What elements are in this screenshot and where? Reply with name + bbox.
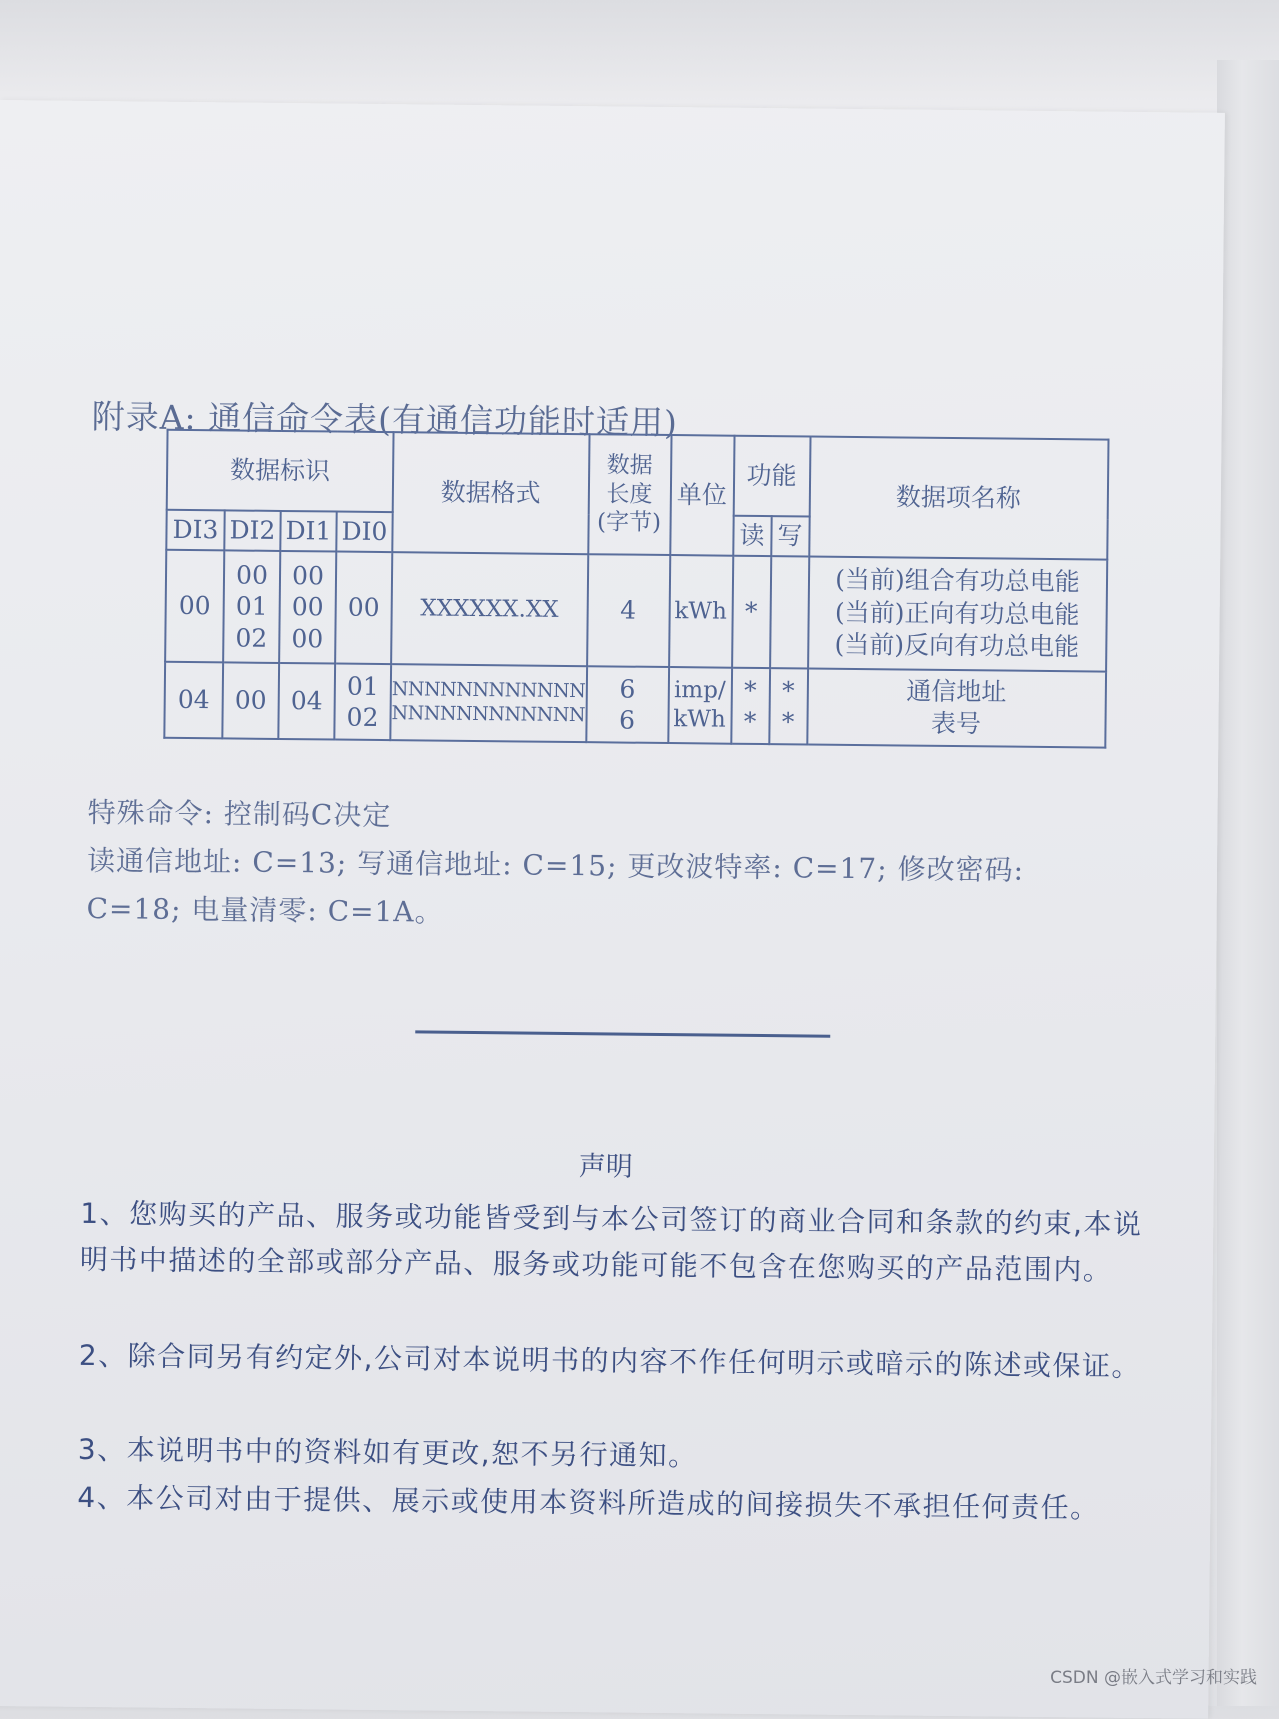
cell-line: NNNNNNNNNNNN [391, 678, 586, 703]
cell-line: 通信地址 [906, 676, 1007, 707]
cell-write [769, 668, 808, 744]
cell-line: 02 [346, 702, 379, 732]
header-read: 读 [733, 516, 771, 556]
header-di0: DI0 [336, 512, 392, 553]
header-di3: DI3 [166, 510, 224, 551]
header-data-id: 数据标识 [167, 430, 394, 512]
cell-line: 6 [618, 705, 636, 735]
appendix-title: 附录A: 通信命令表(有通信功能时适用) [91, 396, 679, 443]
header-length-line: 数据 [606, 452, 653, 479]
header-function: 功能 [733, 436, 810, 517]
section-divider [415, 1030, 830, 1037]
header-di1: DI1 [280, 511, 336, 552]
cell-line: * [781, 707, 795, 737]
cell-item-name [808, 556, 1107, 671]
header-length [588, 434, 671, 555]
cell-di0: 00 [335, 552, 392, 665]
header-length-line: (字节) [596, 509, 662, 537]
cell-line: 00 [291, 592, 324, 622]
cell-di1 [279, 551, 336, 664]
table-row [164, 662, 1105, 748]
cell-line: * [743, 706, 757, 736]
cell-unit [668, 667, 732, 744]
cell-format [390, 664, 586, 742]
cell-length: 4 [587, 554, 670, 667]
cell-line: 01 [346, 671, 379, 701]
cell-format: XXXXXX.XX [391, 552, 588, 666]
cell-line: 表号 [930, 708, 982, 739]
watermark: CSDN @嵌入式学习和实践 [1050, 1668, 1257, 1688]
header-format: 数据格式 [392, 432, 589, 554]
cell-length [586, 666, 669, 743]
cell-line: kWh [673, 706, 726, 733]
cell-line: * [781, 675, 795, 706]
special-commands-line: C=18; 电量清零: C=1A。 [86, 891, 444, 929]
cell-line: 01 [235, 591, 268, 622]
cell-unit: kWh [669, 555, 733, 668]
page-edge [1217, 60, 1279, 1706]
cell-di2 [223, 550, 280, 663]
header-di2: DI2 [224, 510, 280, 551]
special-commands-title: 特殊命令: 控制码C决定 [87, 795, 392, 833]
cell-line: imp/ [673, 677, 726, 704]
table-row [165, 550, 1107, 672]
statement-title: 声明 [578, 1151, 634, 1183]
cell-line: (当前)组合有功总电能 [835, 565, 1080, 597]
special-commands-line: 读通信地址: C=13; 写通信地址: C=15; 更改波特率: C=17; 修改密码: [86, 843, 1025, 887]
header-unit: 单位 [670, 435, 734, 556]
cell-line: 02 [235, 623, 268, 653]
cell-line: NNNNNNNNNNNN [391, 702, 586, 727]
header-write: 写 [771, 516, 809, 556]
cell-line: * [743, 675, 757, 705]
cell-item-name [807, 668, 1106, 747]
cell-di2: 00 [222, 662, 279, 739]
command-table [163, 429, 1109, 749]
header-length-line: 长度 [606, 480, 653, 508]
cell-line: 00 [291, 561, 325, 591]
cell-read [731, 668, 770, 744]
cell-line: 00 [291, 623, 324, 654]
cell-line: (当前)反向有功总电能 [834, 630, 1080, 662]
cell-line: 6 [619, 674, 636, 704]
cell-di0 [334, 664, 391, 741]
statement-item: 4、本公司对由于提供、展示或使用本资料所造成的间接损失不承担任何责任。 [77, 1480, 1100, 1525]
document-page [0, 100, 1225, 1719]
cell-di3: 04 [164, 662, 223, 739]
statement-item: 3、本说明书中的资料如有更改,恕不另行通知。 [77, 1432, 698, 1473]
cell-di1: 04 [278, 663, 335, 740]
statement-item: 2、除合同另有约定外,公司对本说明书的内容不作任何明示或暗示的陈述或保证。 [78, 1338, 1142, 1384]
cell-line: 00 [235, 560, 269, 590]
cell-line: (当前)正向有功总电能 [834, 597, 1080, 630]
cell-di3: 00 [165, 550, 224, 663]
header-item-name: 数据项名称 [809, 437, 1108, 560]
cell-read: * [732, 556, 771, 668]
statement-item: 1、您购买的产品、服务或功能皆受到与本公司签订的商业合同和条款的约束,本说明书中描述的全部或部分产品、服务或功能可能不包含在您购买的产品范围内。 [79, 1196, 1143, 1287]
cell-write [770, 556, 809, 668]
